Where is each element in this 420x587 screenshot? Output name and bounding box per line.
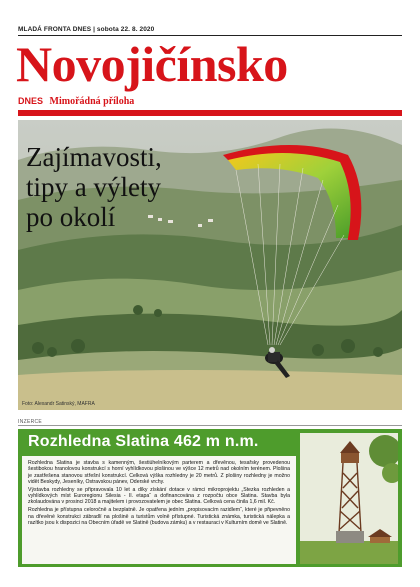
ad-title: Rozhledna Slatina 462 m n.m.	[28, 433, 259, 450]
supplement-label: Mimořádná příloha	[49, 96, 135, 107]
cover-headline-line: po okolí	[26, 202, 116, 232]
brand-label: DNES	[18, 96, 44, 106]
lookout-tower-illustration	[300, 433, 398, 564]
photo-credit: Foto: Alexandr Satinský, MAFRA	[22, 401, 95, 407]
ad-body	[22, 456, 296, 564]
page-title: Novojičínsko	[16, 36, 288, 92]
cover-photo	[18, 120, 402, 410]
ad-divider	[18, 425, 402, 426]
lookout-tower-photo	[300, 433, 398, 564]
dateline: MLADÁ FRONTA DNES | sobota 22. 8. 2020	[18, 26, 155, 33]
ad-label: INZERCE	[18, 419, 43, 425]
ad-paragraph: Rozhledna je přístupna celoročně a bezplatně. Je opatřena jedním „propisovacím razidlem“, které je připevněno na dřevěné konstrukci zábradlí na plošině a turistům volně přístupné. Turistická známka, turistická nálepka a razítko jsou k dispozici na Obecním úřadě ve Slatině (budova zámku) a v restauraci v Kulturním domě ve Slatině.	[28, 507, 290, 526]
supplement-line	[18, 96, 134, 107]
ad-paragraph: Rozhledna Slatina je stavba s kamenným, šestiúhelníkovým parterem a dřevěnou, tesařsky provedenou šestibokou hranolovou konstrukcí s horní vyhlídkovou plošinou ve výšce 12 metrů nad okolním terénem. Plošina je zastřešena stanovou střešní konstrukcí. Celková výška rozhledny je 20 metrů. Z plošiny rozhledny je možno vidět Beskydy, Jeseníky, Ostravskou pánev, Oderské vrchy.	[28, 460, 290, 485]
cover-headline	[26, 142, 162, 232]
cover-headline-line: Zajímavosti,	[26, 142, 162, 172]
advertisement	[18, 429, 402, 567]
red-divider	[18, 110, 402, 116]
cover-headline-line: tipy a výlety	[26, 172, 161, 202]
ad-paragraph: Výstavba rozhledny se připravovala 10 let a díky získání dotace v rámci mikroprojektu „Stezka rozhleden a vyhlídkových míst Euroregionu Silesia - II. etapa“ a dofinancována z rozpočtu obce Slatina. Stavba byla zkolaudována v prosinci 2018 a majitelem i provozovatelem je obec Slatina. Celková cena činila 1,6 mil. Kč.	[28, 486, 290, 506]
